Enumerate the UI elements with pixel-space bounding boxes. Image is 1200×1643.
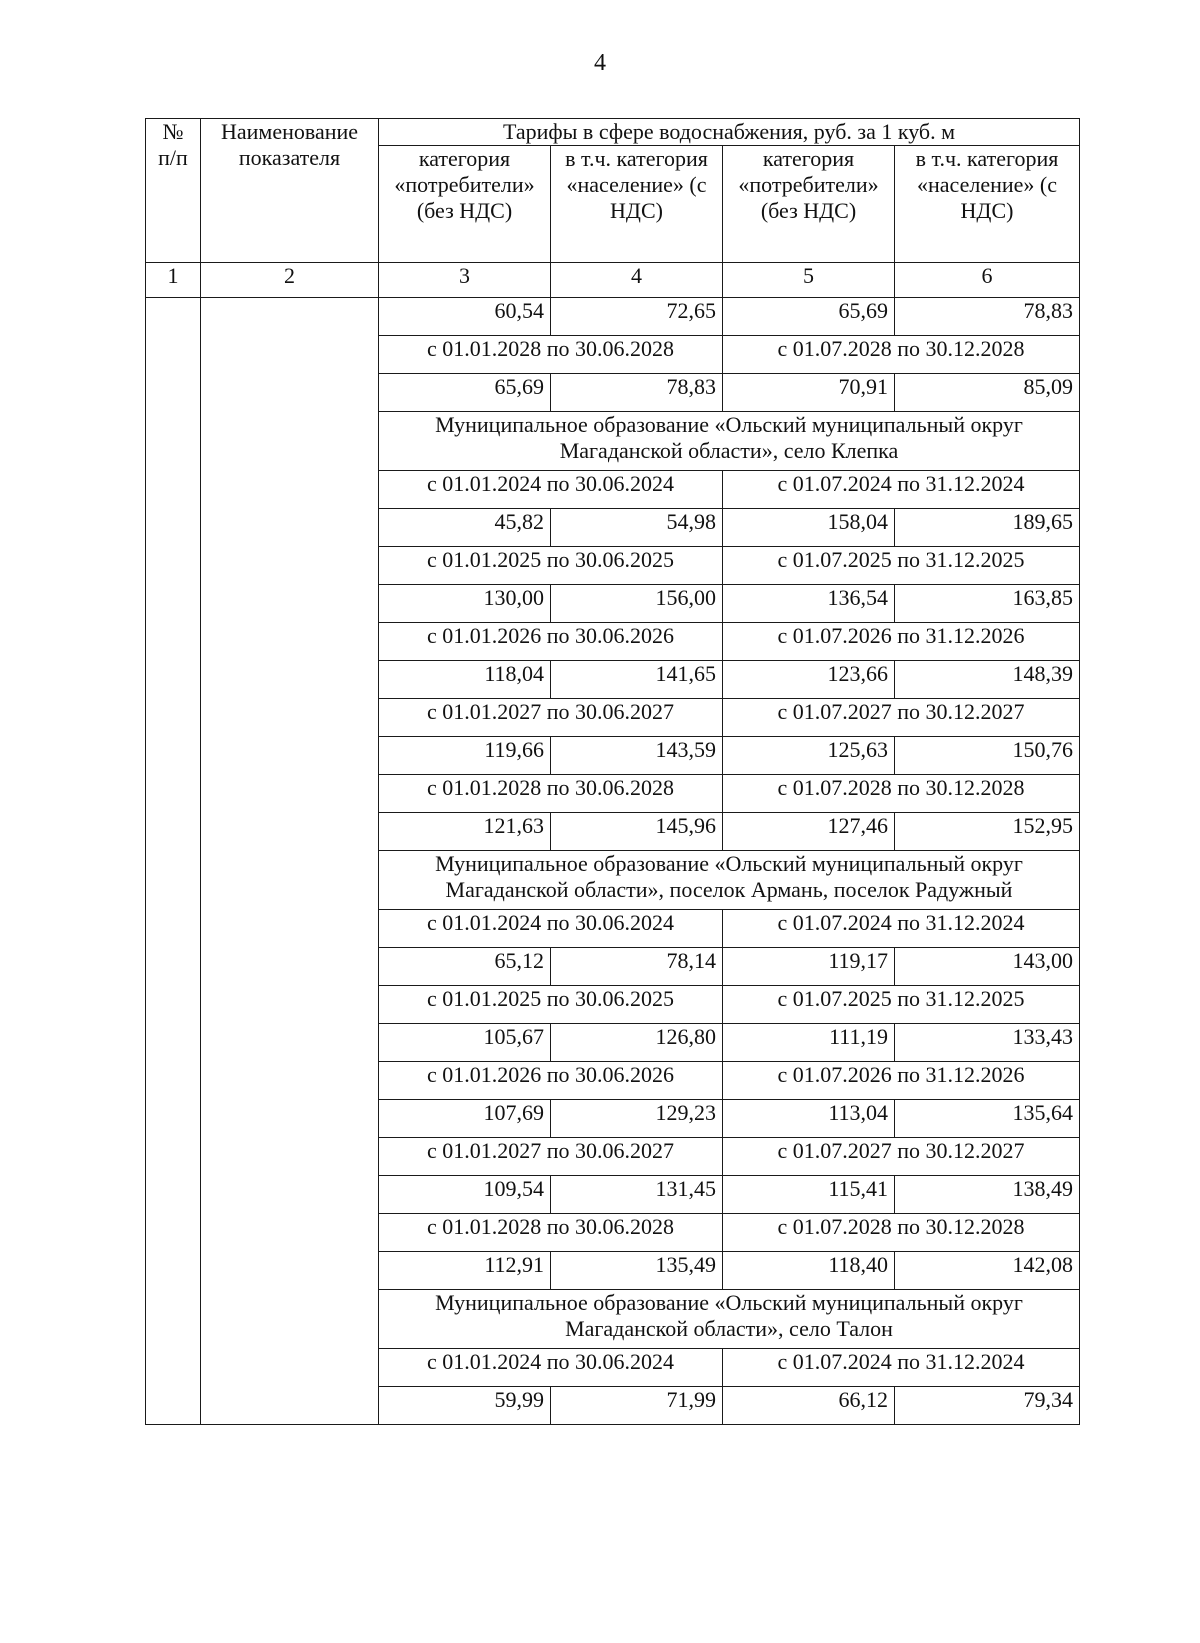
tariff-value: 142,08 bbox=[895, 1252, 1080, 1290]
period-label: с 01.07.2025 по 31.12.2025 bbox=[723, 547, 1080, 585]
header-sub-population-1: в т.ч. категория «население» (с НДС) bbox=[551, 146, 723, 263]
header-tariffs-title: Тарифы в сфере водоснабжения, руб. за 1 куб. м bbox=[379, 119, 1080, 146]
tariff-value: 45,82 bbox=[379, 509, 551, 547]
tariff-value: 113,04 bbox=[723, 1100, 895, 1138]
period-label: с 01.01.2025 по 30.06.2025 bbox=[379, 547, 723, 585]
tariff-value: 158,04 bbox=[723, 509, 895, 547]
tariff-value: 109,54 bbox=[379, 1176, 551, 1214]
tariff-value: 79,34 bbox=[895, 1387, 1080, 1425]
tariff-value: 66,12 bbox=[723, 1387, 895, 1425]
tariff-value: 65,69 bbox=[723, 298, 895, 336]
period-label: с 01.01.2024 по 30.06.2024 bbox=[379, 1349, 723, 1387]
tariff-value: 135,64 bbox=[895, 1100, 1080, 1138]
header-sub-population-2: в т.ч. категория «население» (с НДС) bbox=[895, 146, 1080, 263]
tariff-value: 118,04 bbox=[379, 661, 551, 699]
tariff-value: 70,91 bbox=[723, 374, 895, 412]
tariff-value: 133,43 bbox=[895, 1024, 1080, 1062]
tariff-value: 65,69 bbox=[379, 374, 551, 412]
header-no: № п/п bbox=[146, 119, 201, 263]
period-label: с 01.07.2027 по 30.12.2027 bbox=[723, 699, 1080, 737]
period-label: с 01.01.2028 по 30.06.2028 bbox=[379, 336, 723, 374]
header-sub-consumers-1: категория «потребители» (без НДС) bbox=[379, 146, 551, 263]
column-number-row bbox=[146, 263, 1080, 298]
period-label: с 01.07.2024 по 31.12.2024 bbox=[723, 1349, 1080, 1387]
period-label: с 01.07.2026 по 31.12.2026 bbox=[723, 1062, 1080, 1100]
tariff-value: 107,69 bbox=[379, 1100, 551, 1138]
period-label: с 01.01.2028 по 30.06.2028 bbox=[379, 775, 723, 813]
page-number: 4 bbox=[594, 50, 606, 76]
indicator-name-cell bbox=[201, 298, 379, 1425]
tariff-value: 65,12 bbox=[379, 948, 551, 986]
period-label: с 01.07.2027 по 30.12.2027 bbox=[723, 1138, 1080, 1176]
tariff-value: 148,39 bbox=[895, 661, 1080, 699]
tariff-value: 141,65 bbox=[551, 661, 723, 699]
tariff-value: 105,67 bbox=[379, 1024, 551, 1062]
tariff-value: 85,09 bbox=[895, 374, 1080, 412]
tariff-value: 145,96 bbox=[551, 813, 723, 851]
period-label: с 01.07.2028 по 30.12.2028 bbox=[723, 336, 1080, 374]
period-label: с 01.01.2024 по 30.06.2024 bbox=[379, 910, 723, 948]
period-label: с 01.07.2028 по 30.12.2028 bbox=[723, 775, 1080, 813]
column-number: 6 bbox=[895, 263, 1080, 298]
period-label: с 01.01.2024 по 30.06.2024 bbox=[379, 471, 723, 509]
tariff-value: 111,19 bbox=[723, 1024, 895, 1062]
tariff-value: 189,65 bbox=[895, 509, 1080, 547]
tariff-value: 118,40 bbox=[723, 1252, 895, 1290]
tariff-value: 163,85 bbox=[895, 585, 1080, 623]
period-label: с 01.07.2028 по 30.12.2028 bbox=[723, 1214, 1080, 1252]
tariff-value: 60,54 bbox=[379, 298, 551, 336]
tariff-value: 72,65 bbox=[551, 298, 723, 336]
row-number-cell bbox=[146, 298, 201, 1425]
tariff-value: 135,49 bbox=[551, 1252, 723, 1290]
period-label: с 01.07.2024 по 31.12.2024 bbox=[723, 910, 1080, 948]
period-label: с 01.01.2026 по 30.06.2026 bbox=[379, 623, 723, 661]
tariff-value: 78,83 bbox=[895, 298, 1080, 336]
tariff-value: 119,17 bbox=[723, 948, 895, 986]
municipality-label: Муниципальное образование «Ольский муниципальный округ Магаданской области», поселок Армань, поселок Радужный bbox=[379, 851, 1080, 910]
tariff-value: 123,66 bbox=[723, 661, 895, 699]
tariff-values-row bbox=[146, 298, 1080, 336]
tariff-value: 127,46 bbox=[723, 813, 895, 851]
municipality-label: Муниципальное образование «Ольский муниципальный округ Магаданской области», село Талон bbox=[379, 1290, 1080, 1349]
tariff-value: 126,80 bbox=[551, 1024, 723, 1062]
tariff-value: 119,66 bbox=[379, 737, 551, 775]
tariff-value: 54,98 bbox=[551, 509, 723, 547]
period-label: с 01.01.2026 по 30.06.2026 bbox=[379, 1062, 723, 1100]
header-sub-consumers-2: категория «потребители» (без НДС) bbox=[723, 146, 895, 263]
tariff-value: 143,00 bbox=[895, 948, 1080, 986]
tariff-value: 130,00 bbox=[379, 585, 551, 623]
tariff-value: 131,45 bbox=[551, 1176, 723, 1214]
column-number: 4 bbox=[551, 263, 723, 298]
tariff-value: 125,63 bbox=[723, 737, 895, 775]
tariff-value: 138,49 bbox=[895, 1176, 1080, 1214]
column-number: 3 bbox=[379, 263, 551, 298]
tariff-value: 71,99 bbox=[551, 1387, 723, 1425]
tariff-table-container bbox=[145, 118, 1079, 1425]
period-label: с 01.07.2025 по 31.12.2025 bbox=[723, 986, 1080, 1024]
tariff-value: 78,14 bbox=[551, 948, 723, 986]
period-label: с 01.07.2024 по 31.12.2024 bbox=[723, 471, 1080, 509]
tariff-value: 59,99 bbox=[379, 1387, 551, 1425]
tariff-value: 121,63 bbox=[379, 813, 551, 851]
tariff-value: 150,76 bbox=[895, 737, 1080, 775]
period-label: с 01.01.2025 по 30.06.2025 bbox=[379, 986, 723, 1024]
header-name: Наименование показателя bbox=[201, 119, 379, 263]
tariff-value: 156,00 bbox=[551, 585, 723, 623]
tariff-value: 143,59 bbox=[551, 737, 723, 775]
period-label: с 01.01.2028 по 30.06.2028 bbox=[379, 1214, 723, 1252]
tariff-value: 115,41 bbox=[723, 1176, 895, 1214]
tariff-value: 112,91 bbox=[379, 1252, 551, 1290]
header-row bbox=[146, 119, 1080, 146]
tariff-value: 129,23 bbox=[551, 1100, 723, 1138]
tariff-value: 136,54 bbox=[723, 585, 895, 623]
tariff-value: 152,95 bbox=[895, 813, 1080, 851]
tariff-table bbox=[145, 118, 1080, 1425]
tariff-value: 78,83 bbox=[551, 374, 723, 412]
period-label: с 01.01.2027 по 30.06.2027 bbox=[379, 699, 723, 737]
column-number: 1 bbox=[146, 263, 201, 298]
column-number: 5 bbox=[723, 263, 895, 298]
period-label: с 01.01.2027 по 30.06.2027 bbox=[379, 1138, 723, 1176]
column-number: 2 bbox=[201, 263, 379, 298]
period-label: с 01.07.2026 по 31.12.2026 bbox=[723, 623, 1080, 661]
municipality-label: Муниципальное образование «Ольский муниципальный округ Магаданской области», село Клепка bbox=[379, 412, 1080, 471]
